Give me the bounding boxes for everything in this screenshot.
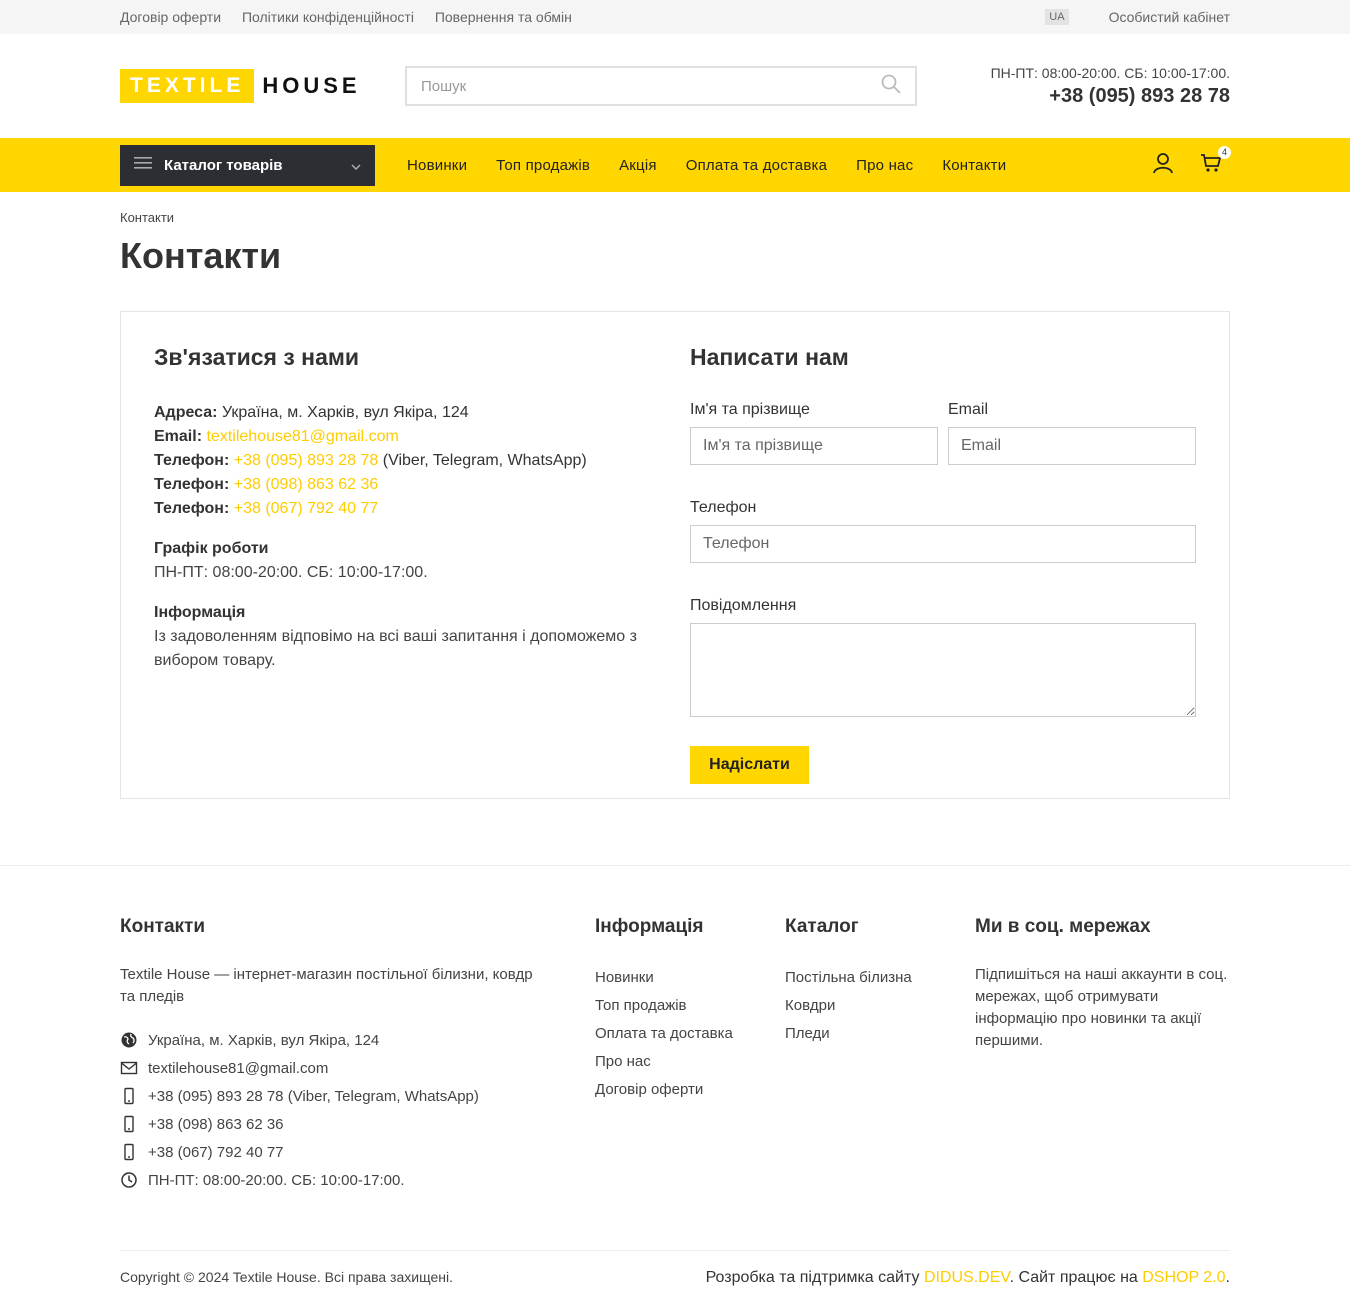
- footer-contacts: [120, 916, 595, 1194]
- info-heading: Інформація: [154, 604, 246, 621]
- footer-social-text: Підпишіться на наші аккаунти в соц. мережах, щоб отримувати інформацію про новинки та акції першими.: [975, 966, 1228, 1049]
- language-switch[interactable]: UA: [1045, 9, 1068, 25]
- phone-label: Телефон: [690, 499, 757, 516]
- nav-item-delivery[interactable]: Оплата та доставка: [685, 156, 828, 174]
- catalog-button[interactable]: [120, 145, 375, 186]
- footer-link-delivery[interactable]: Оплата та доставка: [595, 1025, 733, 1042]
- footer-link-top[interactable]: Топ продажів: [595, 997, 687, 1014]
- phone-link-2[interactable]: +38 (098) 863 62 36: [233, 476, 379, 493]
- address-line: Адреса: Україна, м. Харків, вул Якіра, 124: [154, 404, 469, 421]
- footer-link-blankets[interactable]: Ковдри: [785, 997, 836, 1014]
- mobile-phone-icon: [120, 1087, 138, 1105]
- footer-info: [595, 916, 785, 1194]
- footer-contacts-heading: Контакти: [120, 916, 206, 937]
- phone-line-3: Телефон: +38 (067) 792 40 77: [154, 500, 379, 517]
- footer-phone-1[interactable]: +38 (095) 893 28 78 (Viber, Telegram, WhatsApp): [120, 1082, 595, 1110]
- nav-item-about[interactable]: Про нас: [856, 156, 914, 174]
- email-label: Email: [948, 401, 989, 418]
- footer-link-plaids[interactable]: Пледи: [785, 1025, 830, 1042]
- header-contacts: [991, 65, 1230, 108]
- footer-email[interactable]: textilehouse81@gmail.com: [120, 1054, 595, 1082]
- topbar-links: [120, 9, 589, 25]
- cart-count-badge: 4: [1218, 146, 1231, 159]
- name-field[interactable]: [690, 427, 938, 465]
- footer-phone-3[interactable]: +38 (067) 792 40 77: [120, 1138, 595, 1166]
- footer-info-heading: Інформація: [595, 916, 704, 937]
- logo-house: HOUSE: [262, 73, 361, 98]
- topbar-link-offer[interactable]: Договір оферти: [120, 9, 222, 25]
- info-block: [154, 601, 690, 673]
- header-phone[interactable]: +38 (095) 893 28 78: [1049, 84, 1230, 107]
- footer-catalog-heading: Каталог: [785, 916, 859, 937]
- main-content: [120, 210, 1230, 799]
- topbar: [0, 0, 1350, 34]
- search-icon[interactable]: [881, 74, 901, 99]
- account-link[interactable]: Особистий кабінет: [1108, 9, 1230, 25]
- contacts-card: [120, 311, 1230, 799]
- globe-icon: [120, 1031, 138, 1049]
- developer-link[interactable]: DIDUS.DEV: [923, 1269, 1010, 1286]
- footer-hours: ПН-ПТ: 08:00-20:00. СБ: 10:00-17:00.: [120, 1166, 595, 1194]
- footer-about: Textile House — інтернет-магазин постільної білизни, ковдр та пледів: [120, 966, 533, 1005]
- message-label: Повідомлення: [690, 597, 797, 614]
- footer-address: Україна, м. Харків, вул Якіра, 124: [120, 1026, 595, 1054]
- mobile-phone-icon: [120, 1115, 138, 1133]
- message-field[interactable]: [690, 623, 1196, 717]
- footer-social: [975, 916, 1230, 1194]
- nav-item-contacts[interactable]: Контакти: [942, 156, 1007, 174]
- info-text: Із задоволенням відповімо на всі ваші запитання і допоможемо з вибором товару.: [154, 628, 637, 669]
- phone-line-2: Телефон: +38 (098) 863 62 36: [154, 476, 379, 493]
- developer-credit: Розробка та підтримка сайту DIDUS.DEV. Сайт працює на DSHOP 2.0.: [705, 1269, 1230, 1286]
- header-hours: ПН-ПТ: 08:00-20:00. СБ: 10:00-17:00.: [990, 64, 1230, 81]
- nav-item-sale[interactable]: Акція: [619, 156, 657, 174]
- email-field[interactable]: [948, 427, 1196, 465]
- topbar-link-returns[interactable]: Повернення та обмін: [434, 9, 572, 25]
- main-nav: [0, 138, 1350, 192]
- schedule-block: [154, 537, 690, 585]
- submit-button[interactable]: Надіслати: [690, 746, 809, 784]
- contact-heading: Зв'язатися з нами: [154, 344, 360, 370]
- schedule-text: ПН-ПТ: 08:00-20:00. СБ: 10:00-17:00.: [154, 564, 428, 581]
- footer-social-heading: Ми в соц. мережах: [975, 916, 1151, 937]
- footer-link-bedding[interactable]: Постільна білизна: [785, 969, 912, 986]
- clock-icon: [120, 1171, 138, 1189]
- envelope-icon: [120, 1059, 138, 1077]
- copyright: Copyright © 2024 Textile House. Всі права захищені.: [120, 1269, 453, 1285]
- contact-info: [154, 344, 690, 766]
- cms-link[interactable]: DSHOP 2.0: [1142, 1269, 1226, 1286]
- footer-catalog: [785, 916, 975, 1194]
- phone-line-1: Телефон: +38 (095) 893 28 78 (Viber, Telegram, WhatsApp): [154, 452, 587, 469]
- schedule-heading: Графік роботи: [154, 540, 269, 557]
- search-box: [405, 66, 917, 106]
- chevron-down-icon: [351, 157, 361, 174]
- mobile-phone-icon: [120, 1143, 138, 1161]
- logo[interactable]: [120, 69, 405, 103]
- user-icon[interactable]: [1152, 152, 1174, 179]
- footer-phone-2[interactable]: +38 (098) 863 62 36: [120, 1110, 595, 1138]
- menu-icon: [134, 156, 152, 174]
- email-line: Email: textilehouse81@gmail.com: [154, 428, 399, 445]
- search-input[interactable]: [421, 78, 881, 95]
- logo-textile: TEXTILE: [120, 69, 254, 103]
- nav-item-new[interactable]: Новинки: [407, 156, 468, 174]
- cart-button[interactable]: [1200, 146, 1227, 178]
- footer-link-offer[interactable]: Договір оферти: [595, 1081, 704, 1098]
- page-title: Контакти: [120, 235, 282, 276]
- footer: [0, 865, 1350, 1287]
- header: [0, 34, 1350, 138]
- footer-bottom: [120, 1250, 1230, 1287]
- name-label: Ім'я та прізвище: [690, 401, 810, 418]
- breadcrumb[interactable]: Контакти: [120, 210, 175, 225]
- phone-link-1[interactable]: +38 (095) 893 28 78: [233, 452, 379, 469]
- topbar-link-privacy[interactable]: Політики конфіденційності: [241, 9, 414, 25]
- footer-link-about[interactable]: Про нас: [595, 1053, 651, 1070]
- form-heading: Написати нам: [690, 344, 849, 370]
- phone-field[interactable]: [690, 525, 1196, 563]
- phone-link-3[interactable]: +38 (067) 792 40 77: [233, 500, 379, 517]
- catalog-label: Каталог товарів: [164, 156, 283, 174]
- footer-link-new[interactable]: Новинки: [595, 969, 654, 986]
- email-link[interactable]: textilehouse81@gmail.com: [206, 428, 399, 445]
- contact-form: [690, 344, 1196, 773]
- nav-item-top[interactable]: Топ продажів: [496, 156, 591, 174]
- nav-menu: [407, 157, 1035, 174]
